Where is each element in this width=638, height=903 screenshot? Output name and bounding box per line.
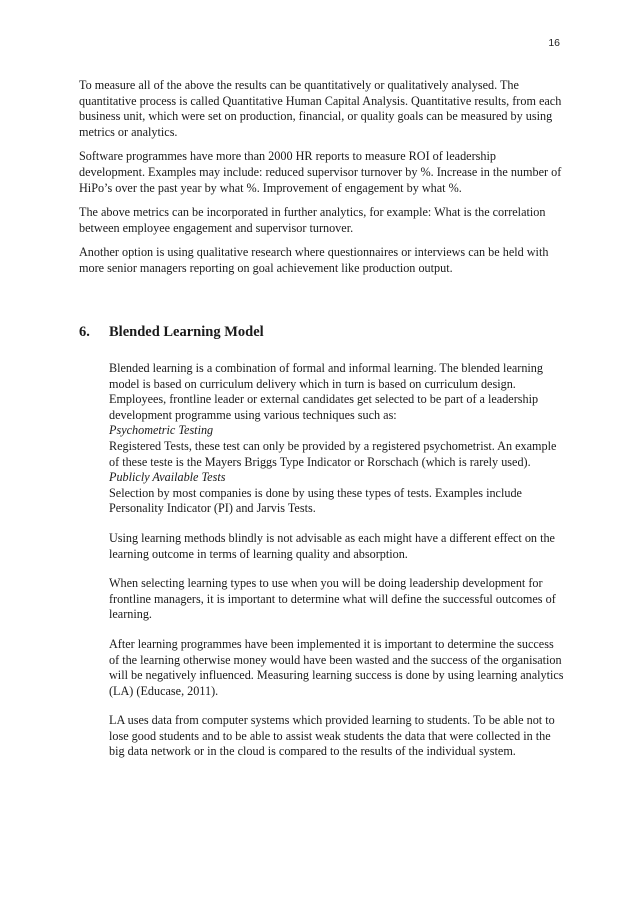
intro-paragraph: To measure all of the above the results can be quantitatively or qualitatively analysed. The quantitative process is called Quantitative Human Capital Analysis. Quantitative results, from each business unit, which were set on production, financial, or quality goals can be measured by using metrics or analytics. <box>79 78 562 139</box>
public-tests-text: Selection by most companies is done by using these types of tests. Examples include Personality Indicator (PI) and Jarvis Tests. <box>109 485 522 516</box>
section-paragraph: Using learning methods blindly is not advisable as each might have a different effect on the learning outcome in terms of learning quality and absorption. <box>109 530 555 561</box>
section-paragraph: When selecting learning types to use when you will be doing leadership development for frontline managers, it is important to determine what will define the successful outcomes of learning. <box>109 576 556 622</box>
selection-intro: Employees, frontline leader or external candidates get selected to be part of a leadership development programme using various techniques such as: <box>109 392 539 422</box>
blended-learning-definition: Blended learning is a combination of formal and informal learning. The blended learning model is based on curriculum delivery which in turn is based on curriculum design. <box>109 361 543 391</box>
public-tests-heading: Publicly Available Tests <box>109 470 226 485</box>
intro-paragraph: The above metrics can be incorporated in further analytics, for example: What is the correlation between employee engagement and supervisor turnover. <box>79 205 546 235</box>
section-block <box>109 361 565 517</box>
section-heading <box>79 324 264 341</box>
section-body <box>109 361 565 760</box>
psychometric-testing-text: Registered Tests, these test can only be provided by a registered psychometrist. An example of these teste is the Mayers Briggs Type Indicator or Rorschach (which is rarely used). <box>109 438 557 469</box>
intro-paragraph: Software programmes have more than 2000 HR reports to measure ROI of leadership development. Examples may include: reduced supervisor turnover by %. Increase in the number of HiPo’s over the past year by what %. Improvement of engagement by what %. <box>79 149 562 195</box>
intro-text <box>79 78 563 286</box>
page-number: 16 <box>548 37 560 49</box>
psychometric-testing-heading: Psychometric Testing <box>109 423 214 438</box>
intro-paragraph: Another option is using qualitative research where questionnaires or interviews can be held with more senior managers reporting on goal achievement like production output. <box>79 245 549 275</box>
section-paragraph: After learning programmes have been implemented it is important to determine the success of the learning otherwise money would have been wasted and the success of the organisation will be negatively influenced. Measuring learning success is done by using learning analytics (LA) (Educase, 2011). <box>109 636 564 698</box>
section-number: 6. <box>79 324 90 340</box>
section-paragraph: LA uses data from computer systems which provided learning to students. To be able not to lose good students and to be able to assist weak students the data that were collected in the big data network or in the cloud is compared to the results of the individual system. <box>109 713 555 759</box>
section-title: Blended Learning Model <box>109 324 264 340</box>
